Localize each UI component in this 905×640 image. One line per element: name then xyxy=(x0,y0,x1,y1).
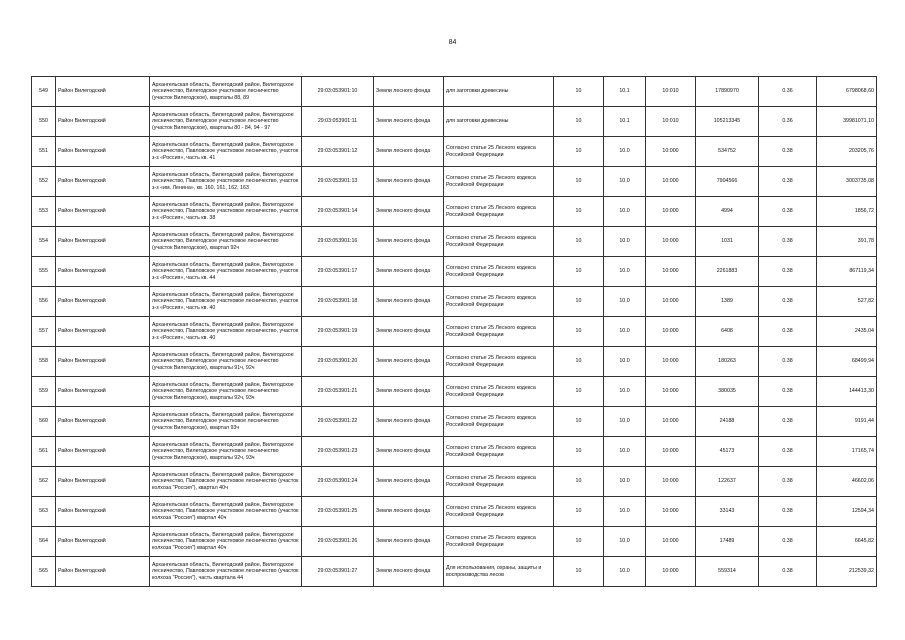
value-cell: 2435,04 xyxy=(817,317,877,347)
land-category-cell: Земли лесного фонда xyxy=(374,197,444,227)
rate-cell: 0.38 xyxy=(759,227,817,257)
cadastral-number-cell: 29:03:053901:24 xyxy=(302,467,374,497)
land-category-cell: Земли лесного фонда xyxy=(374,77,444,107)
row-number: 551 xyxy=(32,137,56,167)
code-cell: 10 xyxy=(554,527,604,557)
use-code-cell: 10:000 xyxy=(646,437,696,467)
cadastral-number-cell: 29:03:053901:11 xyxy=(302,107,374,137)
address-cell: Архангельская область, Вилегодский район, Вилегодское лесничество, Павловское участковое лесничество, участок з-з «Россия», часть кв. 40 xyxy=(150,287,302,317)
page-number: 84 xyxy=(448,39,457,46)
land-category-cell: Земли лесного фонда xyxy=(374,107,444,137)
cadastral-number-cell: 29:03:053901:23 xyxy=(302,437,374,467)
land-category-cell: Земли лесного фонда xyxy=(374,317,444,347)
rate-cell: 0.38 xyxy=(759,467,817,497)
permitted-use-cell: Согласно статье 25 Лесного кодекса Российской Федерации xyxy=(444,497,554,527)
subcode-cell: 10.0 xyxy=(604,167,646,197)
code-cell: 10 xyxy=(554,467,604,497)
use-code-cell: 10:000 xyxy=(646,167,696,197)
address-cell: Архангельская область, Вилегодский район, Вилегодское лесничество, Вилегодское участковое лесничество (участок Вилегодское), кварталы 88, 89 xyxy=(150,77,302,107)
use-code-cell: 10:000 xyxy=(646,227,696,257)
rate-cell: 0.38 xyxy=(759,527,817,557)
use-code-cell: 10:000 xyxy=(646,347,696,377)
subcode-cell: 10.0 xyxy=(604,437,646,467)
land-category-cell: Земли лесного фонда xyxy=(374,557,444,587)
rate-cell: 0.36 xyxy=(759,77,817,107)
table-row xyxy=(32,377,877,407)
address-cell: Архангельская область, Вилегодский район, Вилегодское лесничество, Павловское участковое лесничество, участок з-з «Россия», часть кв. 44 xyxy=(150,257,302,287)
subcode-cell: 10.0 xyxy=(604,317,646,347)
cadastral-number-cell: 29:03:053901:10 xyxy=(302,77,374,107)
subcode-cell: 10.1 xyxy=(604,77,646,107)
table-row xyxy=(32,557,877,587)
permitted-use-cell: Согласно статье 25 Лесного кодекса Российской Федерации xyxy=(444,167,554,197)
region-cell: Район Вилегодский xyxy=(56,527,150,557)
code-cell: 10 xyxy=(554,557,604,587)
region-cell: Район Вилегодский xyxy=(56,467,150,497)
land-category-cell: Земли лесного фонда xyxy=(374,347,444,377)
code-cell: 10 xyxy=(554,227,604,257)
subcode-cell: 10.0 xyxy=(604,347,646,377)
value-cell: 9191,44 xyxy=(817,407,877,437)
cadastral-number-cell: 29:03:053901:17 xyxy=(302,257,374,287)
row-number: 560 xyxy=(32,407,56,437)
region-cell: Район Вилегодский xyxy=(56,287,150,317)
use-code-cell: 10:000 xyxy=(646,407,696,437)
value-cell: 68499,94 xyxy=(817,347,877,377)
region-cell: Район Вилегодский xyxy=(56,257,150,287)
area-cell: 105213345 xyxy=(696,107,759,137)
subcode-cell: 10.0 xyxy=(604,137,646,167)
land-category-cell: Земли лесного фонда xyxy=(374,527,444,557)
subcode-cell: 10.0 xyxy=(604,377,646,407)
area-cell: 17489 xyxy=(696,527,759,557)
table-row xyxy=(32,197,877,227)
cadastral-number-cell: 29:03:053901:14 xyxy=(302,197,374,227)
value-cell: 867119,34 xyxy=(817,257,877,287)
code-cell: 10 xyxy=(554,497,604,527)
row-number: 555 xyxy=(32,257,56,287)
row-number: 552 xyxy=(32,167,56,197)
area-cell: 17890970 xyxy=(696,77,759,107)
row-number: 553 xyxy=(32,197,56,227)
value-cell: 527,82 xyxy=(817,287,877,317)
area-cell: 1031 xyxy=(696,227,759,257)
address-cell: Архангельская область, Вилегодский район, Вилегодское лесничество, Вилегодское участковое лесничество (участок Вилегодское), квартал 92ч xyxy=(150,227,302,257)
address-cell: Архангельская область, Вилегодский район, Вилегодское лесничество, Вилегодское участковое лесничество (участок Вилегодское), кварталы 91ч, 92ч xyxy=(150,347,302,377)
cadastral-number-cell: 29:03:053901:25 xyxy=(302,497,374,527)
area-cell: 380035 xyxy=(696,377,759,407)
rate-cell: 0.38 xyxy=(759,137,817,167)
subcode-cell: 10.0 xyxy=(604,527,646,557)
land-category-cell: Земли лесного фонда xyxy=(374,497,444,527)
land-category-cell: Земли лесного фонда xyxy=(374,227,444,257)
use-code-cell: 10:000 xyxy=(646,467,696,497)
value-cell: 391,78 xyxy=(817,227,877,257)
row-number: 558 xyxy=(32,347,56,377)
address-cell: Архангельская область, Вилегодский район, Вилегодское лесничество, Вилегодское участковое лесничество (участок Вилегодское), кварталы 92ч, 93ч xyxy=(150,377,302,407)
area-cell: 33143 xyxy=(696,497,759,527)
code-cell: 10 xyxy=(554,347,604,377)
area-cell: 534752 xyxy=(696,137,759,167)
table-row xyxy=(32,437,877,467)
address-cell: Архангельская область, Вилегодский район, Вилегодское лесничество, Павловское участковое лесничество (участок колхоза "Россия"), часть квартала 44 xyxy=(150,557,302,587)
table-row xyxy=(32,527,877,557)
table-row xyxy=(32,167,877,197)
cadastral-number-cell: 29:03:053901:19 xyxy=(302,317,374,347)
value-cell: 144413,30 xyxy=(817,377,877,407)
code-cell: 10 xyxy=(554,287,604,317)
region-cell: Район Вилегодский xyxy=(56,437,150,467)
cadastral-number-cell: 29:03:053901:18 xyxy=(302,287,374,317)
use-code-cell: 10:000 xyxy=(646,197,696,227)
permitted-use-cell: Согласно статье 25 Лесного кодекса Российской Федерации xyxy=(444,317,554,347)
area-cell: 45173 xyxy=(696,437,759,467)
region-cell: Район Вилегодский xyxy=(56,407,150,437)
value-cell: 39981071,10 xyxy=(817,107,877,137)
permitted-use-cell: Согласно статье 25 Лесного кодекса Российской Федерации xyxy=(444,257,554,287)
cadastral-number-cell: 29:03:053901:21 xyxy=(302,377,374,407)
value-cell: 17165,74 xyxy=(817,437,877,467)
table-row xyxy=(32,107,877,137)
use-code-cell: 10:000 xyxy=(646,497,696,527)
rate-cell: 0.38 xyxy=(759,497,817,527)
address-cell: Архангельская область, Вилегодский район, Вилегодское лесничество, Павловское участковое лесничество (участок колхоза "Россия"), квартал 40ч xyxy=(150,467,302,497)
subcode-cell: 10.0 xyxy=(604,227,646,257)
address-cell: Архангельская область, Вилегодский район, Вилегодское лесничество, Павловское участковое лесничество (участок колхоза "Россия") квартал 40ч xyxy=(150,527,302,557)
permitted-use-cell: Согласно статье 25 Лесного кодекса Российской Федерации xyxy=(444,407,554,437)
land-category-cell: Земли лесного фонда xyxy=(374,377,444,407)
address-cell: Архангельская область, Вилегодский район, Вилегодское лесничество, Вилегодское участковое лесничество (участок Вилегодское), кварталы 92ч, 93ч xyxy=(150,437,302,467)
area-cell: 6408 xyxy=(696,317,759,347)
table-body xyxy=(32,77,877,587)
permitted-use-cell: Согласно статье 25 Лесного кодекса Российской Федерации xyxy=(444,467,554,497)
use-code-cell: 10:000 xyxy=(646,377,696,407)
code-cell: 10 xyxy=(554,437,604,467)
code-cell: 10 xyxy=(554,137,604,167)
land-category-cell: Земли лесного фонда xyxy=(374,467,444,497)
row-number: 562 xyxy=(32,467,56,497)
value-cell: 3003735,08 xyxy=(817,167,877,197)
table-row xyxy=(32,407,877,437)
rate-cell: 0.38 xyxy=(759,437,817,467)
permitted-use-cell: Согласно статье 25 Лесного кодекса Российской Федерации xyxy=(444,287,554,317)
area-cell: 122637 xyxy=(696,467,759,497)
land-registry-table xyxy=(31,76,877,587)
code-cell: 10 xyxy=(554,377,604,407)
use-code-cell: 10:000 xyxy=(646,257,696,287)
table-row xyxy=(32,227,877,257)
table-row xyxy=(32,77,877,107)
address-cell: Архангельская область, Вилегодский район, Вилегодское лесничество, Павловское участковое лесничество, участок з-з «Россия», часть кв. 38 xyxy=(150,197,302,227)
cadastral-number-cell: 29:03:053901:27 xyxy=(302,557,374,587)
area-cell: 4994 xyxy=(696,197,759,227)
cadastral-number-cell: 29:03:053901:16 xyxy=(302,227,374,257)
row-number: 557 xyxy=(32,317,56,347)
use-code-cell: 10:000 xyxy=(646,527,696,557)
address-cell: Архангельская область, Вилегодский район, Вилегодское лесничество, Павловское участковое лесничество (участок колхоза "Россия") квартал 40ч xyxy=(150,497,302,527)
cadastral-number-cell: 29:03:053901:26 xyxy=(302,527,374,557)
row-number: 556 xyxy=(32,287,56,317)
land-category-cell: Земли лесного фонда xyxy=(374,257,444,287)
value-cell: 203205,76 xyxy=(817,137,877,167)
value-cell: 1856,72 xyxy=(817,197,877,227)
value-cell: 212539,32 xyxy=(817,557,877,587)
table-row xyxy=(32,287,877,317)
code-cell: 10 xyxy=(554,257,604,287)
use-code-cell: 10:010 xyxy=(646,77,696,107)
rate-cell: 0.38 xyxy=(759,377,817,407)
subcode-cell: 10.0 xyxy=(604,407,646,437)
area-cell: 559314 xyxy=(696,557,759,587)
region-cell: Район Вилегодский xyxy=(56,347,150,377)
row-number: 559 xyxy=(32,377,56,407)
region-cell: Район Вилегодский xyxy=(56,377,150,407)
permitted-use-cell: Согласно статье 25 Лесного кодекса Российской Федерации xyxy=(444,137,554,167)
subcode-cell: 10.1 xyxy=(604,107,646,137)
subcode-cell: 10.0 xyxy=(604,497,646,527)
value-cell: 12594,34 xyxy=(817,497,877,527)
row-number: 563 xyxy=(32,497,56,527)
region-cell: Район Вилегодский xyxy=(56,557,150,587)
use-code-cell: 10:000 xyxy=(646,557,696,587)
rate-cell: 0.38 xyxy=(759,407,817,437)
rate-cell: 0.36 xyxy=(759,107,817,137)
value-cell: 6798068,60 xyxy=(817,77,877,107)
use-code-cell: 10:000 xyxy=(646,287,696,317)
table-row xyxy=(32,257,877,287)
code-cell: 10 xyxy=(554,407,604,437)
address-cell: Архангельская область, Вилегодский район, Вилегодское лесничество, Вилегодское участковое лесничество (участок Вилегодское), квартал 93ч xyxy=(150,407,302,437)
subcode-cell: 10.0 xyxy=(604,557,646,587)
table-row xyxy=(32,137,877,167)
row-number: 565 xyxy=(32,557,56,587)
cadastral-number-cell: 29:03:053901:13 xyxy=(302,167,374,197)
cadastral-number-cell: 29:03:053901:22 xyxy=(302,407,374,437)
land-category-cell: Земли лесного фонда xyxy=(374,167,444,197)
address-cell: Архангельская область, Вилегодский район, Вилегодское лесничество, Павловское участковое лесничество, участок з-з «Россия», часть кв. 41 xyxy=(150,137,302,167)
address-cell: Архангельская область, Вилегодский район, Вилегодское лесничество, Павловское участковое лесничество, участок з-з «Россия», часть кв. 40 xyxy=(150,317,302,347)
permitted-use-cell: Согласно статье 25 Лесного кодекса Российской Федерации xyxy=(444,347,554,377)
code-cell: 10 xyxy=(554,77,604,107)
rate-cell: 0.38 xyxy=(759,257,817,287)
land-category-cell: Земли лесного фонда xyxy=(374,437,444,467)
permitted-use-cell: Согласно статье 25 Лесного кодекса Российской Федерации xyxy=(444,197,554,227)
permitted-use-cell: Согласно статье 25 Лесного кодекса Российской Федерации xyxy=(444,227,554,257)
table-row xyxy=(32,317,877,347)
rate-cell: 0.38 xyxy=(759,287,817,317)
permitted-use-cell: Согласно статье 25 Лесного кодекса Российской Федерации xyxy=(444,527,554,557)
area-cell: 24188 xyxy=(696,407,759,437)
row-number: 549 xyxy=(32,77,56,107)
code-cell: 10 xyxy=(554,197,604,227)
subcode-cell: 10.0 xyxy=(604,257,646,287)
area-cell: 1389 xyxy=(696,287,759,317)
row-number: 554 xyxy=(32,227,56,257)
table-row xyxy=(32,347,877,377)
cadastral-number-cell: 29:03:053901:12 xyxy=(302,137,374,167)
row-number: 561 xyxy=(32,437,56,467)
land-category-cell: Земли лесного фонда xyxy=(374,407,444,437)
use-code-cell: 10:010 xyxy=(646,107,696,137)
subcode-cell: 10.0 xyxy=(604,467,646,497)
row-number: 550 xyxy=(32,107,56,137)
address-cell: Архангельская область, Вилегодский район, Вилегодское лесничество, Вилегодское участковое лесничество (участок Вилегодское), кварталы 80 - 84, 94 - 97 xyxy=(150,107,302,137)
subcode-cell: 10.0 xyxy=(604,197,646,227)
region-cell: Район Вилегодский xyxy=(56,137,150,167)
code-cell: 10 xyxy=(554,317,604,347)
code-cell: 10 xyxy=(554,167,604,197)
use-code-cell: 10:000 xyxy=(646,137,696,167)
table-row xyxy=(32,497,877,527)
rate-cell: 0.38 xyxy=(759,557,817,587)
rate-cell: 0.38 xyxy=(759,197,817,227)
region-cell: Район Вилегодский xyxy=(56,497,150,527)
region-cell: Район Вилегодский xyxy=(56,317,150,347)
permitted-use-cell: для заготовки древесины xyxy=(444,77,554,107)
rate-cell: 0.38 xyxy=(759,347,817,377)
address-cell: Архангельская область, Вилегодский район, Вилегодское лесничество, Павловское участковое лесничество, участок з-з «им. Ленина», кв. 160, 161, 162, 163 xyxy=(150,167,302,197)
permitted-use-cell: Для использования, охраны, защиты и воспроизводства лесов xyxy=(444,557,554,587)
value-cell: 6645,82 xyxy=(817,527,877,557)
cadastral-number-cell: 29:03:053901:20 xyxy=(302,347,374,377)
area-cell: 7904566 xyxy=(696,167,759,197)
subcode-cell: 10.0 xyxy=(604,287,646,317)
use-code-cell: 10:000 xyxy=(646,317,696,347)
permitted-use-cell: Согласно статье 25 Лесного кодекса Российской Федерации xyxy=(444,377,554,407)
value-cell: 46602,06 xyxy=(817,467,877,497)
area-cell: 2261883 xyxy=(696,257,759,287)
area-cell: 180263 xyxy=(696,347,759,377)
region-cell: Район Вилегодский xyxy=(56,227,150,257)
rate-cell: 0.38 xyxy=(759,317,817,347)
region-cell: Район Вилегодский xyxy=(56,167,150,197)
rate-cell: 0.38 xyxy=(759,167,817,197)
region-cell: Район Вилегодский xyxy=(56,197,150,227)
land-category-cell: Земли лесного фонда xyxy=(374,137,444,167)
row-number: 564 xyxy=(32,527,56,557)
permitted-use-cell: Согласно статье 25 Лесного кодекса Российской Федерации xyxy=(444,437,554,467)
table-row xyxy=(32,467,877,497)
land-category-cell: Земли лесного фонда xyxy=(374,287,444,317)
region-cell: Район Вилегодский xyxy=(56,107,150,137)
code-cell: 10 xyxy=(554,107,604,137)
permitted-use-cell: для заготовки древесины xyxy=(444,107,554,137)
region-cell: Район Вилегодский xyxy=(56,77,150,107)
